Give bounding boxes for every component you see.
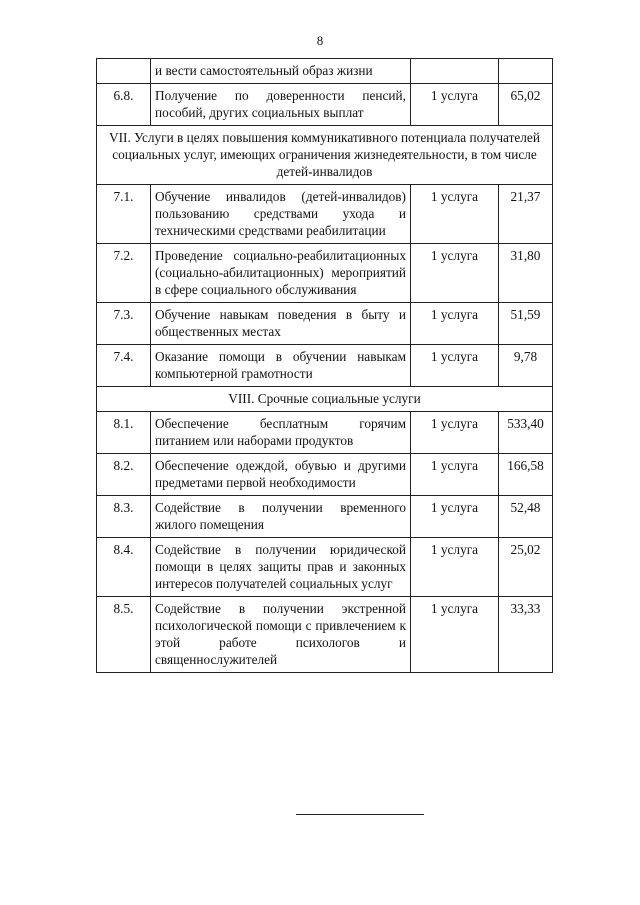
tariff-value: 21,37 [499,185,553,244]
service-name: и вести самостоятельный образ жизни [151,59,411,84]
table-row [97,185,553,244]
unit-of-measure: 1 услуга [411,244,499,303]
table-row [97,412,553,454]
item-number [97,59,151,84]
tariff-value: 25,02 [499,538,553,597]
item-number: 7.1. [97,185,151,244]
unit-of-measure: 1 услуга [411,345,499,387]
tariff-value [499,59,553,84]
item-number: 8.5. [97,597,151,673]
unit-of-measure: 1 услуга [411,185,499,244]
service-name: Получение по доверенности пенсий, пособий, других социальных выплат [151,84,411,126]
unit-of-measure: 1 услуга [411,84,499,126]
section-header-row [97,387,553,412]
table-row [97,84,553,126]
unit-of-measure [411,59,499,84]
tariff-value: 51,59 [499,303,553,345]
end-rule [296,814,424,815]
unit-of-measure: 1 услуга [411,454,499,496]
table-row [97,597,553,673]
item-number: 8.4. [97,538,151,597]
table-row [97,303,553,345]
item-number: 6.8. [97,84,151,126]
tariff-value: 52,48 [499,496,553,538]
table-row [97,244,553,303]
tariff-value: 65,02 [499,84,553,126]
section-title: VIII. Срочные социальные услуги [97,387,553,412]
table-row [97,496,553,538]
service-name: Обеспечение одеждой, обувью и другими предметами первой необходимости [151,454,411,496]
section-header-row [97,126,553,185]
item-number: 7.3. [97,303,151,345]
item-number: 8.2. [97,454,151,496]
tariff-value: 533,40 [499,412,553,454]
unit-of-measure: 1 услуга [411,303,499,345]
item-number: 8.1. [97,412,151,454]
section-title: VII. Услуги в целях повышения коммуникативного потенциала получателей социальных услуг, имеющих ограничения жизнедеятельности, в том числе детей-инвалидов [97,126,553,185]
unit-of-measure: 1 услуга [411,538,499,597]
item-number: 7.4. [97,345,151,387]
service-name: Содействие в получении экстренной психологической помощи с привлечением к этой работе психологов и священнослужителей [151,597,411,673]
tariff-value: 166,58 [499,454,553,496]
tariff-value: 33,33 [499,597,553,673]
table-row [97,454,553,496]
item-number: 7.2. [97,244,151,303]
page-number: 8 [316,33,324,48]
tariff-value: 31,80 [499,244,553,303]
service-name: Содействие в получении юридической помощи в целях защиты прав и законных интересов получателей социальных услуг [151,538,411,597]
service-name: Обучение инвалидов (детей-инвалидов) пользованию средствами ухода и техническими средствами реабилитации [151,185,411,244]
unit-of-measure: 1 услуга [411,496,499,538]
table-row [97,59,553,84]
unit-of-measure: 1 услуга [411,412,499,454]
service-name: Обучение навыкам поведения в быту и общественных местах [151,303,411,345]
services-table-body [97,59,553,673]
item-number: 8.3. [97,496,151,538]
services-table [96,58,553,673]
unit-of-measure: 1 услуга [411,597,499,673]
service-name: Проведение социально-реабилитационных (социально-абилитационных) мероприятий в сфере социального обслуживания [151,244,411,303]
service-name: Содействие в получении временного жилого помещения [151,496,411,538]
tariff-value: 9,78 [499,345,553,387]
table-row [97,345,553,387]
service-name: Обеспечение бесплатным горячим питанием или наборами продуктов [151,412,411,454]
service-name: Оказание помощи в обучении навыкам компьютерной грамотности [151,345,411,387]
table-row [97,538,553,597]
